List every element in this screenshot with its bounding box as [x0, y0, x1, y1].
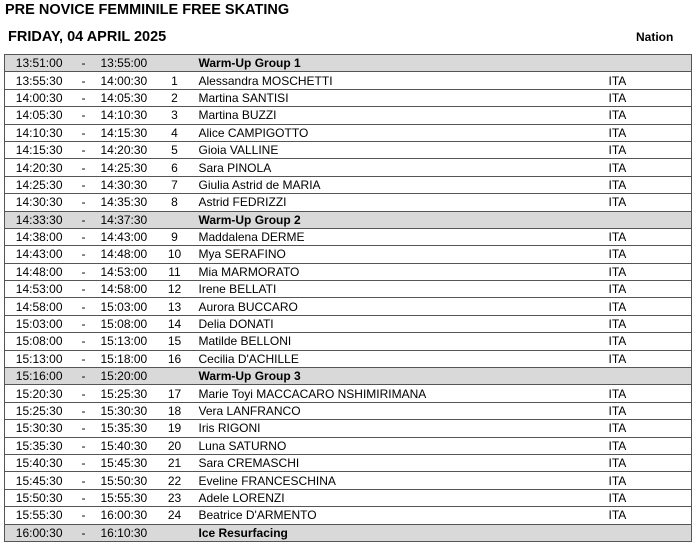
start-number: 1 — [161, 72, 189, 89]
skater-row — [5, 281, 692, 298]
end-time: 15:30:30 — [101, 402, 161, 419]
start-number — [161, 524, 189, 541]
start-time: 14:25:30 — [5, 176, 67, 193]
skater-row — [5, 385, 692, 402]
skater-row — [5, 402, 692, 419]
start-number: 7 — [161, 176, 189, 193]
nation-code — [609, 368, 692, 385]
skater-name: Delia DONATI — [189, 315, 609, 332]
time-separator: - — [67, 176, 101, 193]
time-separator: - — [67, 141, 101, 158]
time-separator: - — [67, 420, 101, 437]
skater-name: Marie Toyi MACCACARO NSHIMIRIMANA — [189, 385, 609, 402]
skater-row — [5, 159, 692, 176]
skater-name: Mya SERAFINO — [189, 246, 609, 263]
end-time: 14:00:30 — [101, 72, 161, 89]
skater-row — [5, 315, 692, 332]
group-row — [5, 368, 692, 385]
skater-name: Sara CREMASCHI — [189, 454, 609, 471]
start-number: 20 — [161, 437, 189, 454]
end-time: 14:53:00 — [101, 263, 161, 280]
skater-row — [5, 194, 692, 211]
start-time: 14:48:00 — [5, 263, 67, 280]
skater-name: Aurora BUCCARO — [189, 298, 609, 315]
skater-name: Astrid FEDRIZZI — [189, 194, 609, 211]
start-number: 16 — [161, 350, 189, 367]
time-separator: - — [67, 55, 101, 72]
start-time: 14:20:30 — [5, 159, 67, 176]
skater-name: Beatrice D'ARMENTO — [189, 507, 609, 524]
end-time: 15:25:30 — [101, 385, 161, 402]
schedule-body — [5, 55, 692, 542]
end-time: 15:40:30 — [101, 437, 161, 454]
end-time: 14:25:30 — [101, 159, 161, 176]
end-time: 15:13:00 — [101, 333, 161, 350]
skater-row — [5, 333, 692, 350]
time-separator: - — [67, 72, 101, 89]
skater-row — [5, 350, 692, 367]
start-time: 14:38:00 — [5, 228, 67, 245]
skater-name: Luna SATURNO — [189, 437, 609, 454]
skater-row — [5, 176, 692, 193]
page-title: PRE NOVICE FEMMINILE FREE SKATING — [5, 2, 290, 18]
end-time: 16:10:30 — [101, 524, 161, 541]
nation-code: ITA — [609, 420, 692, 437]
nation-code: ITA — [609, 72, 692, 89]
end-time: 14:10:30 — [101, 107, 161, 124]
skater-row — [5, 507, 692, 524]
time-separator: - — [67, 246, 101, 263]
time-separator: - — [67, 368, 101, 385]
skater-name: Iris RIGONI — [189, 420, 609, 437]
time-separator: - — [67, 333, 101, 350]
end-time: 14:43:00 — [101, 228, 161, 245]
nation-code: ITA — [609, 507, 692, 524]
time-separator: - — [67, 472, 101, 489]
nation-code: ITA — [609, 402, 692, 419]
time-separator: - — [67, 124, 101, 141]
start-time: 14:15:30 — [5, 141, 67, 158]
nation-code: ITA — [609, 141, 692, 158]
start-number: 12 — [161, 281, 189, 298]
start-number — [161, 55, 189, 72]
group-label: Warm-Up Group 1 — [189, 55, 609, 72]
nation-code: ITA — [609, 489, 692, 506]
end-time: 15:35:30 — [101, 420, 161, 437]
time-separator: - — [67, 350, 101, 367]
time-separator: - — [67, 315, 101, 332]
start-number: 6 — [161, 159, 189, 176]
skater-name: Vera LANFRANCO — [189, 402, 609, 419]
start-number: 3 — [161, 107, 189, 124]
end-time: 14:15:30 — [101, 124, 161, 141]
nation-code: ITA — [609, 89, 692, 106]
skater-name: Eveline FRANCESCHINA — [189, 472, 609, 489]
nation-code: ITA — [609, 281, 692, 298]
skater-name: Irene BELLATI — [189, 281, 609, 298]
start-time: 15:03:00 — [5, 315, 67, 332]
start-time: 15:30:30 — [5, 420, 67, 437]
start-number — [161, 368, 189, 385]
time-separator: - — [67, 159, 101, 176]
nation-code: ITA — [609, 315, 692, 332]
time-separator: - — [67, 228, 101, 245]
end-time: 15:45:30 — [101, 454, 161, 471]
skater-row — [5, 472, 692, 489]
skater-name: Sara PINOLA — [189, 159, 609, 176]
nation-code — [609, 55, 692, 72]
time-separator: - — [67, 281, 101, 298]
start-time: 14:05:30 — [5, 107, 67, 124]
start-number — [161, 211, 189, 228]
start-time: 15:13:00 — [5, 350, 67, 367]
skater-row — [5, 437, 692, 454]
start-time: 14:30:30 — [5, 194, 67, 211]
skater-name: Adele LORENZI — [189, 489, 609, 506]
start-number: 23 — [161, 489, 189, 506]
nation-code: ITA — [609, 246, 692, 263]
end-time: 15:50:30 — [101, 472, 161, 489]
start-time: 15:25:30 — [5, 402, 67, 419]
start-number: 10 — [161, 246, 189, 263]
nation-column-header: Nation — [636, 30, 674, 44]
skater-row — [5, 489, 692, 506]
end-time: 16:00:30 — [101, 507, 161, 524]
nation-code — [609, 211, 692, 228]
group-label: Warm-Up Group 3 — [189, 368, 609, 385]
time-separator: - — [67, 454, 101, 471]
start-number: 9 — [161, 228, 189, 245]
time-separator: - — [67, 298, 101, 315]
time-separator: - — [67, 402, 101, 419]
skater-row — [5, 124, 692, 141]
time-separator: - — [67, 437, 101, 454]
skater-row — [5, 107, 692, 124]
skater-name: Martina SANTISI — [189, 89, 609, 106]
end-time: 14:05:30 — [101, 89, 161, 106]
start-time: 15:20:30 — [5, 385, 67, 402]
group-row — [5, 211, 692, 228]
group-row — [5, 55, 692, 72]
nation-code: ITA — [609, 107, 692, 124]
start-number: 19 — [161, 420, 189, 437]
start-time: 14:53:00 — [5, 281, 67, 298]
time-separator: - — [67, 385, 101, 402]
end-time: 14:30:30 — [101, 176, 161, 193]
skater-row — [5, 420, 692, 437]
skater-row — [5, 298, 692, 315]
start-number: 21 — [161, 454, 189, 471]
end-time: 15:03:00 — [101, 298, 161, 315]
nation-code: ITA — [609, 228, 692, 245]
time-separator: - — [67, 507, 101, 524]
start-number: 17 — [161, 385, 189, 402]
skater-row — [5, 246, 692, 263]
end-time: 14:58:00 — [101, 281, 161, 298]
start-number: 15 — [161, 333, 189, 350]
start-number: 2 — [161, 89, 189, 106]
start-time: 15:35:30 — [5, 437, 67, 454]
time-separator: - — [67, 211, 101, 228]
start-number: 13 — [161, 298, 189, 315]
start-number: 8 — [161, 194, 189, 211]
start-number: 5 — [161, 141, 189, 158]
nation-code: ITA — [609, 333, 692, 350]
skater-name: Maddalena DERME — [189, 228, 609, 245]
end-time: 14:20:30 — [101, 141, 161, 158]
nation-code: ITA — [609, 385, 692, 402]
nation-code: ITA — [609, 124, 692, 141]
start-time: 14:10:30 — [5, 124, 67, 141]
nation-code: ITA — [609, 159, 692, 176]
start-time: 14:43:00 — [5, 246, 67, 263]
skater-name: Giulia Astrid de MARIA — [189, 176, 609, 193]
start-number: 4 — [161, 124, 189, 141]
nation-code: ITA — [609, 176, 692, 193]
nation-code: ITA — [609, 263, 692, 280]
schedule-table — [4, 54, 692, 542]
end-time: 14:48:00 — [101, 246, 161, 263]
group-label: Ice Resurfacing — [189, 524, 609, 541]
skater-name: Alice CAMPIGOTTO — [189, 124, 609, 141]
start-time: 15:16:00 — [5, 368, 67, 385]
end-time: 15:18:00 — [101, 350, 161, 367]
skater-row — [5, 263, 692, 280]
start-time: 14:33:30 — [5, 211, 67, 228]
group-label: Warm-Up Group 2 — [189, 211, 609, 228]
start-time: 14:00:30 — [5, 89, 67, 106]
skater-row — [5, 141, 692, 158]
skater-name: Matilde BELLONI — [189, 333, 609, 350]
nation-code: ITA — [609, 194, 692, 211]
start-number: 18 — [161, 402, 189, 419]
start-time: 15:08:00 — [5, 333, 67, 350]
start-time: 16:00:30 — [5, 524, 67, 541]
start-time: 15:40:30 — [5, 454, 67, 471]
end-time: 14:35:30 — [101, 194, 161, 211]
start-number: 22 — [161, 472, 189, 489]
nation-code: ITA — [609, 454, 692, 471]
start-time: 15:50:30 — [5, 489, 67, 506]
skater-name: Gioia VALLINE — [189, 141, 609, 158]
nation-code: ITA — [609, 298, 692, 315]
start-number: 14 — [161, 315, 189, 332]
end-time: 15:20:00 — [101, 368, 161, 385]
skater-name: Cecilia D'ACHILLE — [189, 350, 609, 367]
time-separator: - — [67, 89, 101, 106]
end-time: 15:08:00 — [101, 315, 161, 332]
end-time: 15:55:30 — [101, 489, 161, 506]
start-number: 24 — [161, 507, 189, 524]
skater-row — [5, 228, 692, 245]
event-date: FRIDAY, 04 APRIL 2025 — [8, 29, 167, 45]
start-number: 11 — [161, 263, 189, 280]
skater-name: Martina BUZZI — [189, 107, 609, 124]
time-separator: - — [67, 489, 101, 506]
time-separator: - — [67, 263, 101, 280]
end-time: 14:37:30 — [101, 211, 161, 228]
nation-code — [609, 524, 692, 541]
start-time: 13:51:00 — [5, 55, 67, 72]
start-time: 15:45:30 — [5, 472, 67, 489]
skater-name: Alessandra MOSCHETTI — [189, 72, 609, 89]
time-separator: - — [67, 194, 101, 211]
nation-code: ITA — [609, 350, 692, 367]
start-time: 13:55:30 — [5, 72, 67, 89]
end-time: 13:55:00 — [101, 55, 161, 72]
time-separator: - — [67, 524, 101, 541]
group-row — [5, 524, 692, 541]
skater-row — [5, 72, 692, 89]
skater-row — [5, 454, 692, 471]
time-separator: - — [67, 107, 101, 124]
start-time: 14:58:00 — [5, 298, 67, 315]
skater-row — [5, 89, 692, 106]
start-time: 15:55:30 — [5, 507, 67, 524]
nation-code: ITA — [609, 472, 692, 489]
skater-name: Mia MARMORATO — [189, 263, 609, 280]
nation-code: ITA — [609, 437, 692, 454]
